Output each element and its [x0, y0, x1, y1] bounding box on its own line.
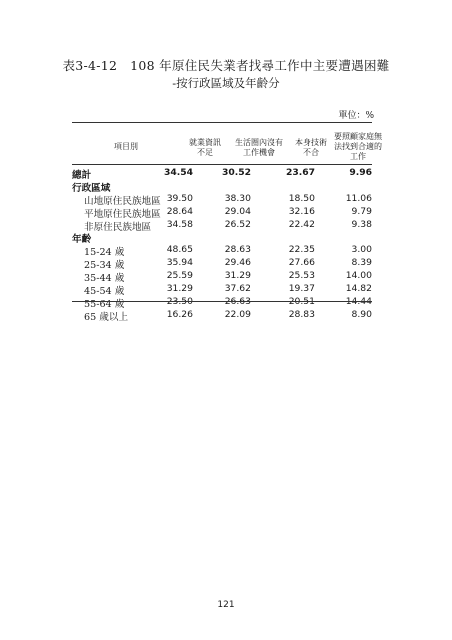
row-label: 年齡 — [72, 234, 92, 246]
cell-value: 25.53 — [288, 270, 315, 282]
header-bottom-rule — [72, 164, 372, 165]
cell-value: 3.00 — [351, 244, 372, 256]
row-label: 65 歲以上 — [84, 311, 129, 323]
table-title: 表3-4-12 108 年原住民失業者找尋工作中主要遭遇困難 — [62, 58, 390, 73]
table-row — [72, 219, 372, 232]
table-bottom-rule — [72, 301, 372, 302]
header-col1: 就業資訊 不足 — [189, 138, 221, 157]
cell-value: 9.79 — [351, 205, 372, 217]
table-body — [72, 167, 372, 322]
cell-value: 23.67 — [285, 167, 315, 178]
table-row — [72, 206, 372, 219]
table-row — [72, 180, 372, 193]
row-label: 山地原住民族地區 — [84, 195, 161, 207]
table-top-rule — [72, 122, 372, 123]
row-label: 平地原住民族地區 — [84, 208, 161, 220]
header-col2: 生活圈內沒有 工作機會 — [235, 138, 283, 157]
cell-value: 14.82 — [345, 283, 372, 295]
row-label: 45-54 歲 — [84, 286, 125, 298]
table-row — [72, 244, 372, 257]
cell-value: 16.26 — [166, 308, 193, 320]
header-col4: 要照顧家庭無 法找到合適的 工作 — [334, 132, 382, 161]
cell-value: 29.46 — [224, 257, 251, 269]
cell-value: 30.52 — [221, 167, 251, 178]
cell-value: 31.29 — [166, 283, 193, 295]
cell-value: 38.30 — [224, 192, 251, 204]
header-item: 項目別 — [114, 142, 138, 151]
cell-value: 39.50 — [166, 192, 193, 204]
cell-value: 48.65 — [166, 244, 193, 256]
row-label: 55-64 歲 — [84, 298, 125, 310]
cell-value: 9.96 — [349, 167, 372, 178]
cell-value: 22.35 — [288, 244, 315, 256]
cell-value: 22.09 — [224, 308, 251, 320]
cell-value: 31.29 — [224, 270, 251, 282]
cell-value: 28.63 — [224, 244, 251, 256]
row-label: 總計 — [72, 170, 92, 181]
table-row — [72, 257, 372, 270]
table-row — [72, 296, 372, 309]
cell-value: 20.51 — [288, 295, 315, 307]
table-row — [72, 270, 372, 283]
cell-value: 27.66 — [288, 257, 315, 269]
row-label: 35-44 歲 — [84, 273, 125, 285]
table-row — [72, 231, 372, 244]
cell-value: 32.16 — [288, 205, 315, 217]
cell-value: 8.90 — [351, 308, 372, 320]
cell-value: 9.38 — [351, 218, 372, 230]
cell-value: 14.00 — [345, 270, 372, 282]
cell-value: 35.94 — [166, 257, 193, 269]
cell-value: 23.50 — [166, 295, 193, 307]
header-col3: 本身技術 不合 — [295, 138, 327, 157]
cell-value: 14.44 — [345, 295, 372, 307]
cell-value: 28.64 — [166, 205, 193, 217]
unit-label: 單位：% — [338, 111, 374, 121]
table-row — [72, 167, 372, 180]
cell-value: 29.04 — [224, 205, 251, 217]
cell-value: 34.54 — [163, 167, 193, 178]
table-subtitle: -按行政區域及年齡分 — [172, 76, 280, 90]
row-label: 15-24 歲 — [84, 247, 125, 259]
page-number: 121 — [217, 600, 235, 610]
row-label: 行政區域 — [72, 182, 111, 194]
cell-value: 11.06 — [345, 192, 372, 204]
table-row — [72, 309, 372, 322]
cell-value: 22.42 — [288, 218, 315, 230]
row-label: 25-34 歲 — [84, 260, 125, 272]
cell-value: 34.58 — [166, 218, 193, 230]
row-label: 非原住民族地區 — [84, 221, 152, 233]
table-row — [72, 193, 372, 206]
cell-value: 8.39 — [351, 257, 372, 269]
cell-value: 19.37 — [288, 283, 315, 295]
cell-value: 26.52 — [224, 218, 251, 230]
table-row — [72, 283, 372, 296]
cell-value: 26.63 — [224, 295, 251, 307]
cell-value: 37.62 — [224, 283, 251, 295]
cell-value: 25.59 — [166, 270, 193, 282]
cell-value: 18.50 — [288, 192, 315, 204]
cell-value: 28.83 — [288, 308, 315, 320]
